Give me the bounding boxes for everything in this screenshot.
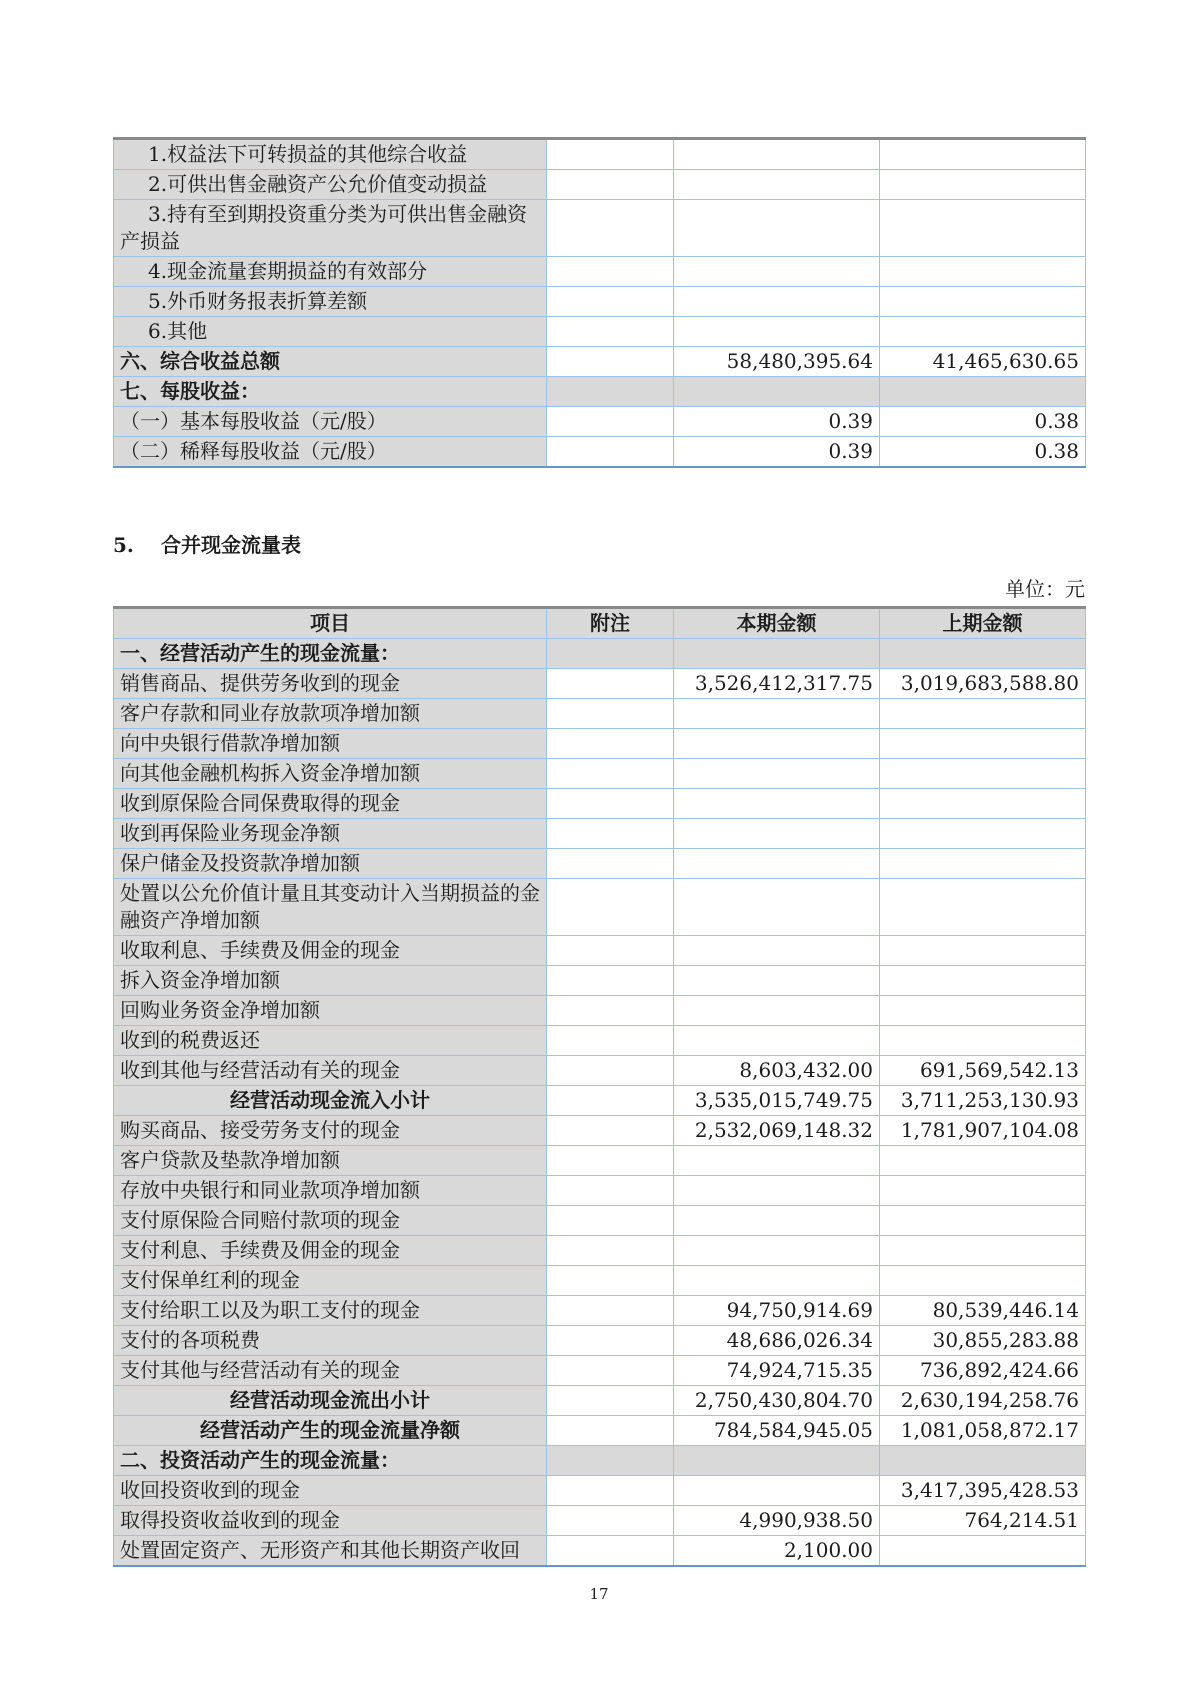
item-label-cell: 存放中央银行和同业款项净增加额 [114, 1176, 547, 1206]
item-label-cell: 支付其他与经营活动有关的现金 [114, 1356, 547, 1386]
prior-amount-cell: 3,417,395,428.53 [880, 1476, 1086, 1506]
table-row [114, 317, 1086, 347]
page-number: 17 [589, 1585, 609, 1603]
item-label-cell: 收到再保险业务现金净额 [114, 819, 547, 849]
item-label-cell: 支付的各项税费 [114, 1326, 547, 1356]
note-cell [547, 789, 674, 819]
item-label-cell: 六、综合收益总额 [114, 347, 547, 377]
note-cell [547, 1086, 674, 1116]
current-amount-cell [674, 1476, 880, 1506]
item-label-cell: 支付原保险合同赔付款项的现金 [114, 1206, 547, 1236]
prior-amount-cell [880, 1266, 1086, 1296]
item-label-cell: 七、每股收益： [114, 377, 547, 407]
prior-amount-cell [880, 200, 1086, 257]
item-label-cell: 销售商品、提供劳务收到的现金 [114, 669, 547, 699]
note-cell [547, 347, 674, 377]
table-row [114, 1146, 1086, 1176]
note-cell [547, 170, 674, 200]
prior-amount-cell [880, 317, 1086, 347]
prior-amount-cell: 1,081,058,872.17 [880, 1416, 1086, 1446]
item-label-cell: 回购业务资金净增加额 [114, 996, 547, 1026]
prior-amount-cell [880, 849, 1086, 879]
table-row [114, 1536, 1086, 1567]
prior-amount-cell [880, 377, 1086, 407]
column-header-prior-amount: 上期金额 [880, 608, 1086, 639]
prior-amount-cell: 2,630,194,258.76 [880, 1386, 1086, 1416]
item-label-cell: （一）基本每股收益（元/股） [114, 407, 547, 437]
prior-amount-cell [880, 789, 1086, 819]
note-cell [547, 936, 674, 966]
current-amount-cell: 0.39 [674, 437, 880, 468]
prior-amount-cell [880, 1236, 1086, 1266]
table-row [114, 1476, 1086, 1506]
item-label-cell: 收取利息、手续费及佣金的现金 [114, 936, 547, 966]
current-amount-cell [674, 699, 880, 729]
table-row [114, 1326, 1086, 1356]
note-cell [547, 1266, 674, 1296]
prior-amount-cell: 80,539,446.14 [880, 1296, 1086, 1326]
current-amount-cell: 48,686,026.34 [674, 1326, 880, 1356]
item-label-cell: 向中央银行借款净增加额 [114, 729, 547, 759]
item-label-cell: 5.外币财务报表折算差额 [114, 287, 547, 317]
current-amount-cell [674, 200, 880, 257]
table-row [114, 639, 1086, 669]
table-row [114, 819, 1086, 849]
item-label-cell: 1.权益法下可转损益的其他综合收益 [114, 139, 547, 170]
item-label-cell: 6.其他 [114, 317, 547, 347]
current-amount-cell [674, 819, 880, 849]
table-row [114, 407, 1086, 437]
table-row [114, 170, 1086, 200]
income-statement-table-wrap [113, 0, 1085, 468]
prior-amount-cell [880, 1176, 1086, 1206]
table-row [114, 1026, 1086, 1056]
prior-amount-cell [880, 139, 1086, 170]
item-label-cell: 向其他金融机构拆入资金净增加额 [114, 759, 547, 789]
income-statement-table [113, 137, 1086, 468]
item-label-cell: 3.持有至到期投资重分类为可供出售金融资产损益 [114, 200, 547, 257]
section-title: 合并现金流量表 [161, 533, 301, 557]
item-label-cell: 经营活动产生的现金流量净额 [114, 1416, 547, 1446]
cashflow-statement-table [113, 606, 1086, 1567]
prior-amount-cell: 736,892,424.66 [880, 1356, 1086, 1386]
prior-amount-cell [880, 699, 1086, 729]
unit-label: 单位：元 [1005, 577, 1085, 601]
report-page [113, 0, 1085, 1603]
note-cell [547, 287, 674, 317]
item-label-cell: 2.可供出售金融资产公允价值变动损益 [114, 170, 547, 200]
table-row [114, 699, 1086, 729]
note-cell [547, 1386, 674, 1416]
current-amount-cell [674, 1206, 880, 1236]
item-label-cell: 收到其他与经营活动有关的现金 [114, 1056, 547, 1086]
current-amount-cell [674, 1146, 880, 1176]
note-cell [547, 377, 674, 407]
note-cell [547, 639, 674, 669]
table-row [114, 1416, 1086, 1446]
prior-amount-cell: 3,711,253,130.93 [880, 1086, 1086, 1116]
table-row [114, 257, 1086, 287]
item-label-cell: 收回投资收到的现金 [114, 1476, 547, 1506]
item-label-cell: 二、投资活动产生的现金流量： [114, 1446, 547, 1476]
column-header-item: 项目 [114, 608, 547, 639]
current-amount-cell [674, 1236, 880, 1266]
table-row [114, 669, 1086, 699]
item-label-cell: 购买商品、接受劳务支付的现金 [114, 1116, 547, 1146]
note-cell [547, 257, 674, 287]
note-cell [547, 1146, 674, 1176]
prior-amount-cell [880, 966, 1086, 996]
table-row [114, 1506, 1086, 1536]
section-heading [113, 530, 1085, 560]
item-label-cell: 客户贷款及垫款净增加额 [114, 1146, 547, 1176]
prior-amount-cell [880, 996, 1086, 1026]
table-row [114, 347, 1086, 377]
note-cell [547, 966, 674, 996]
note-cell [547, 669, 674, 699]
current-amount-cell: 2,100.00 [674, 1536, 880, 1567]
column-header-note: 附注 [547, 608, 674, 639]
table-row [114, 1206, 1086, 1236]
note-cell [547, 407, 674, 437]
item-label-cell: 支付保单红利的现金 [114, 1266, 547, 1296]
current-amount-cell: 74,924,715.35 [674, 1356, 880, 1386]
current-amount-cell [674, 1176, 880, 1206]
current-amount-cell [674, 317, 880, 347]
item-label-cell: 支付给职工以及为职工支付的现金 [114, 1296, 547, 1326]
note-cell [547, 1056, 674, 1086]
current-amount-cell [674, 257, 880, 287]
table-row [114, 849, 1086, 879]
table-row [114, 1356, 1086, 1386]
table-row [114, 1116, 1086, 1146]
table-row [114, 789, 1086, 819]
prior-amount-cell: 764,214.51 [880, 1506, 1086, 1536]
prior-amount-cell [880, 287, 1086, 317]
item-label-cell: （二）稀释每股收益（元/股） [114, 437, 547, 468]
current-amount-cell: 8,603,432.00 [674, 1056, 880, 1086]
note-cell [547, 729, 674, 759]
item-label-cell: 保户储金及投资款净增加额 [114, 849, 547, 879]
prior-amount-cell [880, 170, 1086, 200]
column-header-current-amount: 本期金额 [674, 608, 880, 639]
current-amount-cell: 94,750,914.69 [674, 1296, 880, 1326]
prior-amount-cell [880, 879, 1086, 936]
table-row [114, 936, 1086, 966]
prior-amount-cell [880, 729, 1086, 759]
current-amount-cell [674, 759, 880, 789]
note-cell [547, 1416, 674, 1446]
note-cell [547, 1356, 674, 1386]
current-amount-cell [674, 639, 880, 669]
prior-amount-cell: 3,019,683,588.80 [880, 669, 1086, 699]
current-amount-cell: 3,526,412,317.75 [674, 669, 880, 699]
note-cell [547, 1296, 674, 1326]
note-cell [547, 819, 674, 849]
current-amount-cell: 3,535,015,749.75 [674, 1086, 880, 1116]
prior-amount-cell [880, 257, 1086, 287]
current-amount-cell [674, 849, 880, 879]
note-cell [547, 1326, 674, 1356]
current-amount-cell [674, 139, 880, 170]
table-row [114, 1296, 1086, 1326]
item-label-cell: 客户存款和同业存放款项净增加额 [114, 699, 547, 729]
prior-amount-cell: 30,855,283.88 [880, 1326, 1086, 1356]
prior-amount-cell [880, 1026, 1086, 1056]
prior-amount-cell [880, 1206, 1086, 1236]
note-cell [547, 200, 674, 257]
item-label-cell: 拆入资金净增加额 [114, 966, 547, 996]
item-label-cell: 收到原保险合同保费取得的现金 [114, 789, 547, 819]
current-amount-cell [674, 729, 880, 759]
item-label-cell: 支付利息、手续费及佣金的现金 [114, 1236, 547, 1266]
table-row [114, 1176, 1086, 1206]
prior-amount-cell: 41,465,630.65 [880, 347, 1086, 377]
current-amount-cell [674, 996, 880, 1026]
table-row [114, 287, 1086, 317]
table-row [114, 1386, 1086, 1416]
table-row [114, 729, 1086, 759]
note-cell [547, 1116, 674, 1146]
prior-amount-cell [880, 759, 1086, 789]
note-cell [547, 437, 674, 468]
table-row [114, 200, 1086, 257]
note-cell [547, 139, 674, 170]
table-row [114, 1056, 1086, 1086]
note-cell [547, 996, 674, 1026]
item-label-cell: 经营活动现金流出小计 [114, 1386, 547, 1416]
current-amount-cell: 0.39 [674, 407, 880, 437]
item-label-cell: 收到的税费返还 [114, 1026, 547, 1056]
prior-amount-cell [880, 1446, 1086, 1476]
note-cell [547, 317, 674, 347]
prior-amount-cell [880, 1146, 1086, 1176]
prior-amount-cell: 0.38 [880, 437, 1086, 468]
note-cell [547, 699, 674, 729]
current-amount-cell [674, 377, 880, 407]
prior-amount-cell: 691,569,542.13 [880, 1056, 1086, 1086]
item-label-cell: 4.现金流量套期损益的有效部分 [114, 257, 547, 287]
table-row [114, 1086, 1086, 1116]
table-row [114, 759, 1086, 789]
current-amount-cell: 784,584,945.05 [674, 1416, 880, 1446]
prior-amount-cell: 1,781,907,104.08 [880, 1116, 1086, 1146]
current-amount-cell [674, 966, 880, 996]
note-cell [547, 879, 674, 936]
current-amount-cell [674, 170, 880, 200]
current-amount-cell [674, 1446, 880, 1476]
item-label-cell: 处置以公允价值计量且其变动计入当期损益的金融资产净增加额 [114, 879, 547, 936]
item-label-cell: 经营活动现金流入小计 [114, 1086, 547, 1116]
note-cell [547, 1176, 674, 1206]
note-cell [547, 1206, 674, 1236]
note-cell [547, 1506, 674, 1536]
table-row [114, 996, 1086, 1026]
note-cell [547, 849, 674, 879]
current-amount-cell [674, 789, 880, 819]
current-amount-cell [674, 287, 880, 317]
current-amount-cell [674, 936, 880, 966]
note-cell [547, 1446, 674, 1476]
note-cell [547, 1536, 674, 1567]
table-row [114, 1236, 1086, 1266]
table-row [114, 1446, 1086, 1476]
current-amount-cell: 2,750,430,804.70 [674, 1386, 880, 1416]
current-amount-cell [674, 1026, 880, 1056]
current-amount-cell [674, 1266, 880, 1296]
section-number: 5. [113, 533, 134, 557]
note-cell [547, 1236, 674, 1266]
current-amount-cell: 4,990,938.50 [674, 1506, 880, 1536]
note-cell [547, 1026, 674, 1056]
table-row [114, 437, 1086, 468]
table-row [114, 966, 1086, 996]
prior-amount-cell [880, 1536, 1086, 1567]
current-amount-cell [674, 879, 880, 936]
table-row [114, 879, 1086, 936]
prior-amount-cell [880, 639, 1086, 669]
prior-amount-cell [880, 819, 1086, 849]
item-label-cell: 取得投资收益收到的现金 [114, 1506, 547, 1536]
current-amount-cell: 58,480,395.64 [674, 347, 880, 377]
current-amount-cell: 2,532,069,148.32 [674, 1116, 880, 1146]
prior-amount-cell [880, 936, 1086, 966]
note-cell [547, 759, 674, 789]
item-label-cell: 一、经营活动产生的现金流量： [114, 639, 547, 669]
note-cell [547, 1476, 674, 1506]
prior-amount-cell: 0.38 [880, 407, 1086, 437]
cashflow-header-row [114, 608, 1086, 639]
table-row [114, 377, 1086, 407]
item-label-cell: 处置固定资产、无形资产和其他长期资产收回 [114, 1536, 547, 1567]
table-row [114, 1266, 1086, 1296]
table-row [114, 139, 1086, 170]
